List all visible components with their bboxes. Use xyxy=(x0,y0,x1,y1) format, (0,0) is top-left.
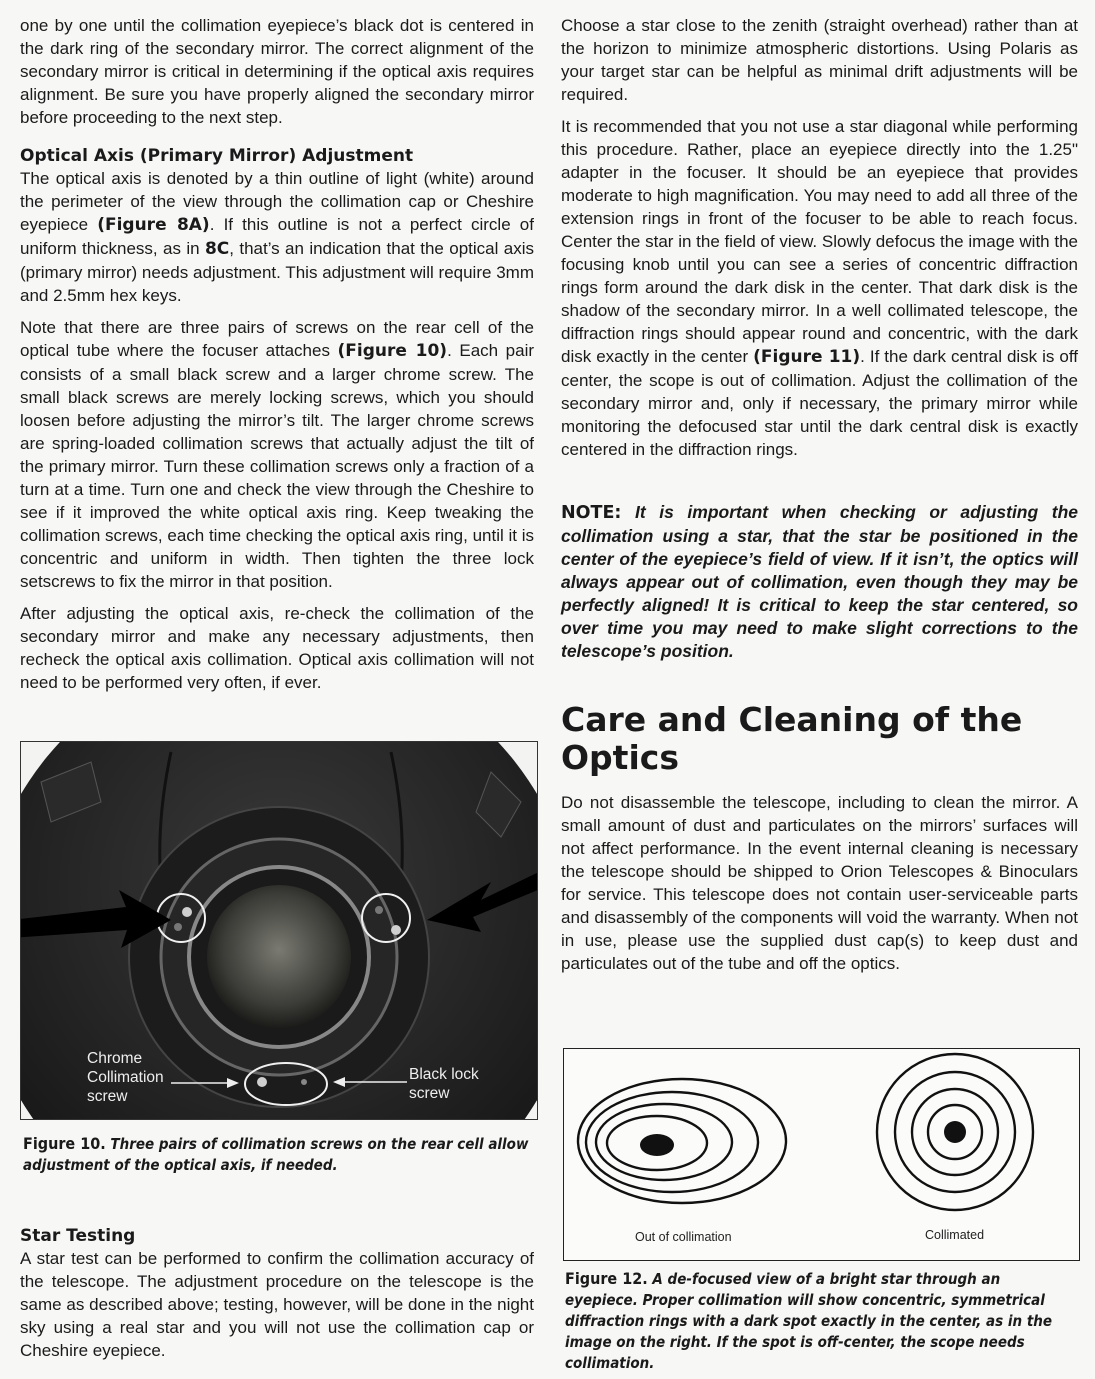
figure-10-ref: (Figure 10) xyxy=(337,341,448,361)
intro-paragraph: one by one until the collimation eyepiece’s black dot is centered in the dark ring of the secondary mirror. The correct alignment of the secondary mirror is critical in determining if the optical axis requires alignment. Be sure you have properly aligned the secondary mirror before proceeding to the next step. xyxy=(20,16,534,127)
figure-10-caption: Figure 10. Three pairs of collimation screws on the rear cell allow adjustment of the optical axis, if needed. xyxy=(23,1134,529,1174)
diffraction-rings-illustration xyxy=(564,1049,1079,1260)
black-lock-screw-label: Black lock screw xyxy=(409,1066,479,1102)
figure-8c-ref: 8C xyxy=(204,239,230,259)
note-block: NOTE: It is important when checking or adjusting the collimation using a star, that the star be positioned in the center of the eyepiece’s field of view. If it isn’t, the optics will always appear out of collimation, even though they may be perfectly aligned! It is critical to keep the star centered, so over time you may need to make slight corrections to the telescope’s position. xyxy=(561,502,1078,661)
figure-8a-ref: (Figure 8A) xyxy=(97,215,210,235)
figure-12-caption: Figure 12. A de-focused view of a bright star through an eyepiece. Proper collimation will show concentric, symmetrical diffraction rings with a dark spot exactly in the center, as in the image on the right. If the spot is off-center, the scope needs collimation. xyxy=(565,1269,1053,1372)
screws-paragraph: Note that there are three pairs of screws on the rear cell of the optical tube where the focuser attaches (Figure 10). Each pair consists of a small black screw and a larger chrome screw. The small black screws are merely locking screws, which you should loosen before adjusting the mirror’s tilt. The larger chrome screws are spring-loaded collimation screws that actually adjust the tilt of the primary mirror. Turn these collimation screws only a fraction of a turn at a time. Turn one and check the view through the Cheshire to see if it improved the white optical axis ring. Keep tweaking the collimation screws, each time checking the optical axis ring, until it is concentric and uniform in width. Then tighten the three lock setscrews to fix the mirror in that position. xyxy=(20,318,535,591)
star-testing-paragraph: A star test can be performed to confirm the collimation accuracy of the telescope. The adjustment procedure on the telescope is the same as described above; testing, however, will be done in the night sky using a real star and you will not use the collimation cap or Cheshire eyepiece. xyxy=(20,1249,534,1360)
zenith-paragraph: Choose a star close to the zenith (straight overhead) rather than at the horizon to minimize atmospheric distortions. Using Polaris as your target star can be helpful as minimal drift adjustments will be required. xyxy=(561,16,1078,104)
left-column xyxy=(20,14,534,703)
right-column xyxy=(561,14,1078,984)
chrome-screw-label: Chrome Collimation screw xyxy=(87,1050,164,1105)
optical-axis-paragraph: The optical axis is denoted by a thin outline of light (white) around the perimeter of the view through the collimation cap or Cheshire eyepiece (Figure 8A). If this outline is not a perfect circle of uniform thickness, as in 8C, that’s an indication that the optical axis (primary mirror) needs adjustment. This adjustment will require 3mm and 2.5mm hex keys. xyxy=(20,169,534,305)
note-label: NOTE: xyxy=(561,503,622,523)
care-cleaning-paragraph: Do not disassemble the telescope, including to clean the mirror. A small amount of dust and particulates on the mirrors’ surfaces will not affect performance. In the event internal cleaning is necessary the telescope should be shipped to Orion Telescopes & Binoculars for service. This telescope does not contain user-serviceable parts and disassembly of the components will void the warranty. When not in use, please use the supplied dust cap(s) to keep dust and particulates out of the tube and off the optics. xyxy=(561,793,1078,973)
collimated-label: Collimated xyxy=(925,1228,985,1242)
figure-12-diagram xyxy=(563,1048,1080,1261)
figure-10-photo xyxy=(20,741,538,1120)
diagonal-paragraph: It is recommended that you not use a star diagonal while performing this procedure. Rather, place an eyepiece directly into the 1.25" adapter in the focuser. It should be an eyepiece that provides moderate to high magnification. You may need to add all three of the extension rings in front of the focuser to be able to reach focus. Center the star in the field of view. Slowly defocus the image with the focusing knob until you can see a series of concentric diffraction rings form around the dark disk in the center. That dark disk is the shadow of the secondary mirror. In a well collimated telescope, the diffraction rings should appear round and concentric, with the dark disk exactly in the center (Figure 11). If the dark central disk is off center, the scope is out of collimation. Adjust the collimation of the secondary mirror and, only if necessary, the primary mirror while monitoring the defocused star until the dark central disk is exactly centered in the diffraction rings. xyxy=(561,117,1079,459)
care-cleaning-heading: Care and Cleaning of the Optics xyxy=(561,700,1023,777)
optical-axis-heading: Optical Axis (Primary Mirror) Adjustment xyxy=(20,146,414,166)
star-testing-heading: Star Testing xyxy=(20,1226,136,1246)
out-of-collimation-label: Out of collimation xyxy=(635,1230,732,1244)
figure-11-ref: (Figure 11) xyxy=(753,347,861,367)
recheck-paragraph: After adjusting the optical axis, re-check the collimation of the secondary mirror and make any necessary adjustments, then recheck the optical axis collimation. Optical axis collimation will not need to be performed very often, if ever. xyxy=(20,604,534,692)
star-testing-section xyxy=(20,1225,534,1362)
